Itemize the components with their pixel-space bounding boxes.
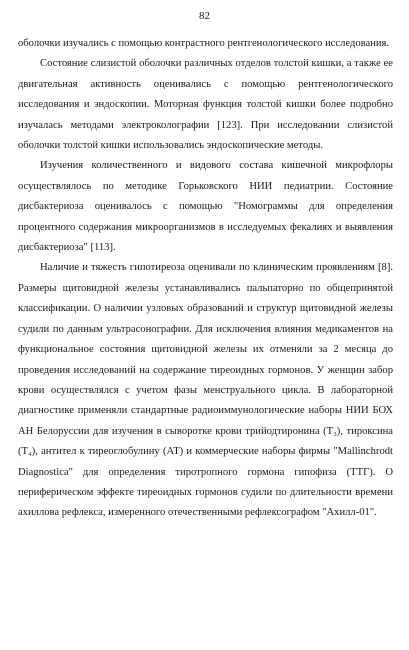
paragraph-microflora: Изучения количественного и видового состава кишечной микрофлоры осуществлялось по методике Горьковского НИИ педиатрии. Состояние дисбактериоза оценивалось с помощью "Номограммы для определения процентного содержания микроорганизмов в исследуемых фекалиях и выявления дисбактериоза" [113]. bbox=[18, 160, 393, 254]
paragraph-continuation: оболочки изучались с помощью контрастного рентгенологического исследования. bbox=[18, 38, 390, 49]
paragraph-hypothyroidism: Наличие и тяжесть гипотиреоза оценивали по клиническим проявлениям [8]. Размеры щитовидной железы устанавливались пальпаторно по общепринятой классификации. О наличии узловых образований и структур щитовидной железы судили по данным ультрасонографии. Для исключения влияния медикаментов на функциональное состояния щитовидной железы их отменяли за 2 месяца до проведения исследований на содержание тиреоидных гормонов. У женщин забор крови осуществлялся с учетом фазы менструального цикла. В лабораторной диагностике применяли стандартные радиоиммунологические наборы НИИ БОХ АН Белоруссии для изучения в сыворотке крови трийодтиронина (T₃), тироксина (T₄), антител к тиреоглобулину (АТ) и коммерческие наборы фирмы "Mallinchrodt Diagnostica" для определения тиротропного гормона гипофиза (ТТГ). О периферическом эффекте тиреоидных гормонов судили по длительности времени ахиллова рефлекса, измеренного отечественными рефлексографом "Ахилл-01". bbox=[18, 262, 393, 519]
paragraph-colon-examination: Состояние слизистой оболочки различных отделов толстой кишки, а также ее двигательная активность оценивались с помощью рентгенологического исследования и эндоскопии. Моторная функция толстой кишки более подробно изучалась методами электроколографии [123]. При исследовании слизистой оболочки толстой кишки использовались эндоскопические методы. bbox=[18, 58, 393, 152]
page-number: 82 bbox=[199, 10, 210, 22]
body-text bbox=[18, 34, 393, 524]
